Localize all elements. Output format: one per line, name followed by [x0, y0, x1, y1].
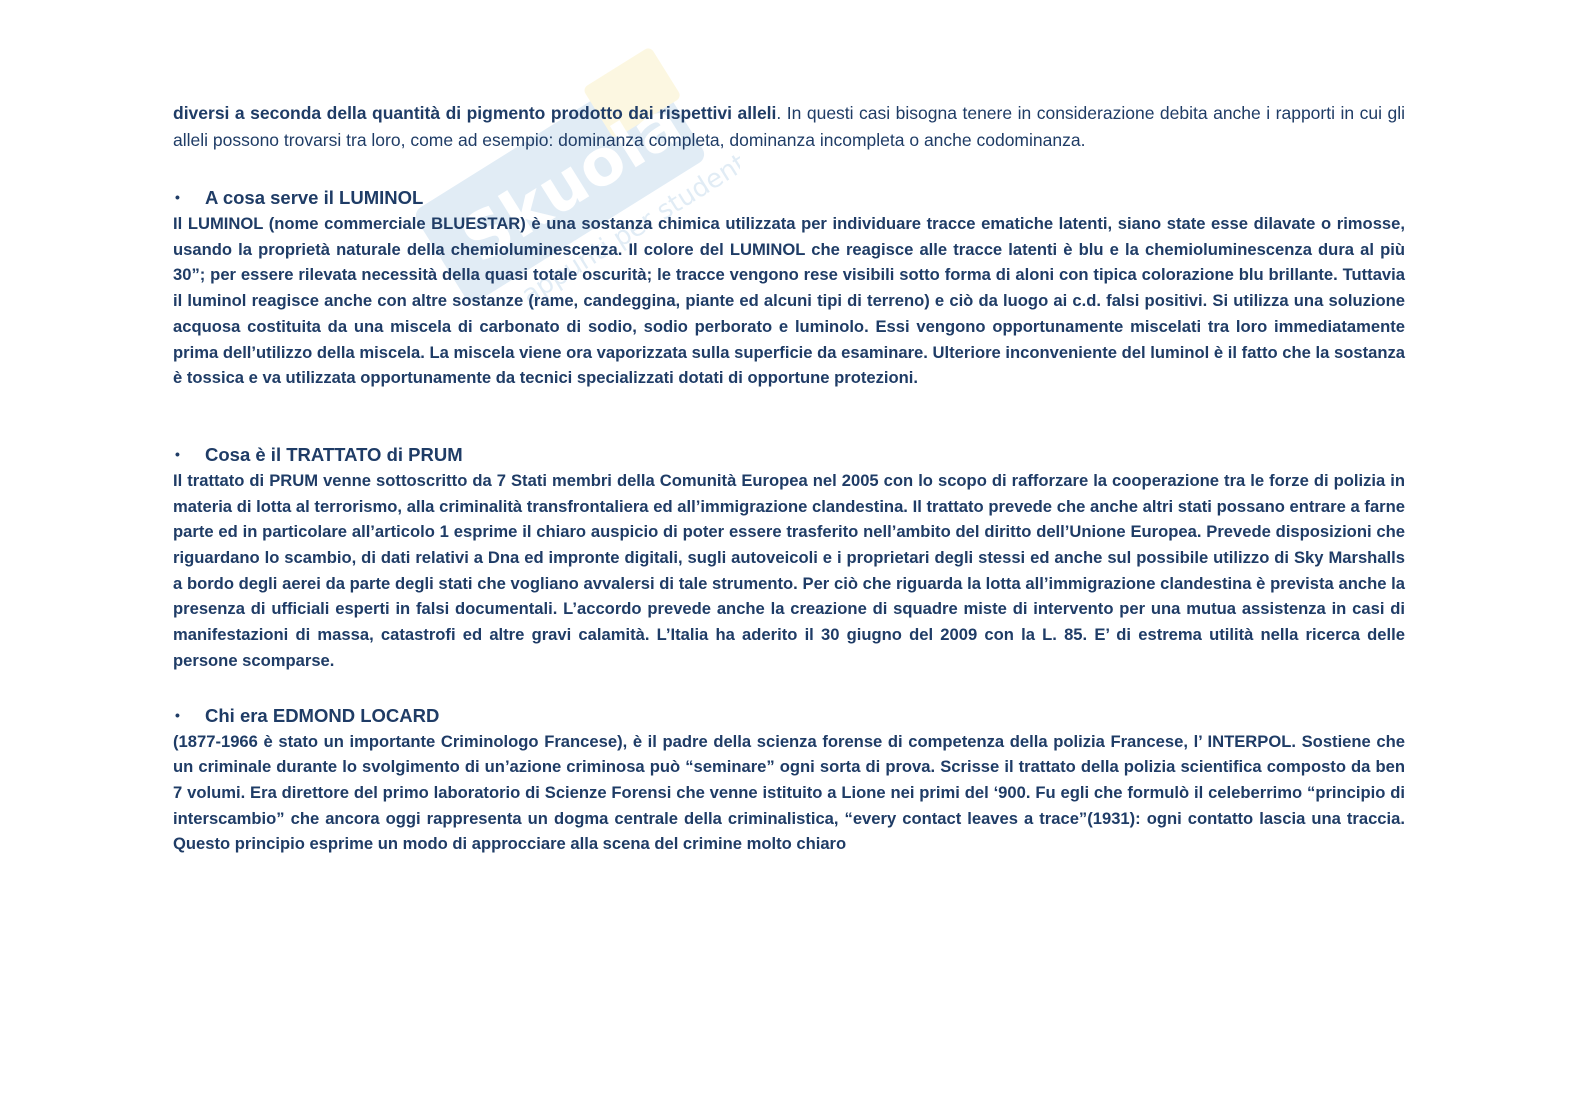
section-luminol: [173, 184, 1405, 391]
document-page: [173, 100, 1405, 857]
bullet-icon: •: [175, 189, 180, 205]
bullet-icon: •: [175, 706, 180, 723]
intro-paragraph: [173, 100, 1405, 154]
bullet-icon: •: [175, 445, 180, 462]
section-trattato-prum: [173, 441, 1405, 674]
section-edmond-locard: [173, 702, 1405, 858]
section-heading: [173, 702, 1405, 729]
section-heading: [173, 441, 1405, 468]
intro-bold-text: diversi a seconda della quantità di pigmento prodotto dai rispettivi alleli: [173, 103, 777, 123]
section-heading-text: A cosa serve il LUMINOL: [205, 187, 424, 208]
section-body: (1877-1966 è stato un importante Criminologo Francese), è il padre della scienza forense di competenza della polizia Francese, l’ INTERPOL. Sostiene che un criminale durante lo svolgimento di un’azione criminosa può “seminare” ogni sorta di prova. Scrisse il trattato della polizia scientifica composto da ben 7 volumi. Era direttore del primo laboratorio di Scienze Forensi che venne istituito a Lione nei primi del ‘900. Fu egli che formulò il celeberrimo “principio di interscambio” che ancora oggi rappresenta un dogma centrale della criminalistica, “every contact leaves a trace”(1931): ogni contatto lascia una traccia. Questo principio esprime un modo di approcciare alla scena del crimine molto chiaro: [173, 731, 1405, 854]
intro-normal-text: . In questi casi bisogna tenere in considerazione debita anche i rapporti in cui gli alleli possono trovarsi tra loro, come ad esempio: dominanza completa, dominanza incompleta o anche codominanza.: [173, 103, 1405, 150]
section-body: Il LUMINOL (nome commerciale BLUESTAR) è una sostanza chimica utilizzata per individuare tracce ematiche latenti, siano state esse dilavate o rimosse, usando la proprietà naturale della chemioluminescenza. Il colore del LUMINOL che reagisce alle tracce latenti è blu e la chemioluminescenza dura al più 30”; per essere rilevata necessità della quasi totale oscurità; le tracce vengono rese visibili sotto forma di aloni con tipica colorazione blu brillante. Tuttavia il luminol reagisce anche con altre sostanze (rame, candeggina, piante ed alcuni tipi di terreno) e ciò da luogo ai c.d. falsi positivi. Si utilizza una soluzione acquosa costituita da una miscela di carbonato di sodio, sodio perborato e luminolo. Essi vengono opportunamente miscelati tra loro immediatamente prima dell’utilizzo della miscela. La miscela viene ora vaporizzata sulla superficie da esaminare. Ulteriore inconveniente del luminol è il fatto che la sostanza è tossica e va utilizzata opportunamente da tecnici specializzati dotati di opportune protezioni.: [173, 214, 1405, 388]
section-body: Il trattato di PRUM venne sottoscritto da 7 Stati membri della Comunità Europea nel 2005 con lo scopo di rafforzare la cooperazione tra le forze di polizia in materia di lotta al terrorismo, alla criminalità transfrontaliera ed all’immigrazione clandestina. Il trattato prevede che anche altri stati possano entrare a farne parte ed in particolare all’articolo 1 esprime il chiaro auspicio di poter essere trasferito nell’ambito del diritto dell’Unione Europea. Prevede disposizioni che riguardano lo scambio, di dati relativi a Dna ed impronte digitali, sugli autoveicoli e i proprietari degli stessi ed anche sul possibile utilizzo di Sky Marshalls a bordo degli aerei da parte degli stati che vogliano avvalersi di tale strumento. Per ciò che riguarda la lotta all’immigrazione clandestina è prevista anche la presenza di ufficiali esperti in falsi documentali. L’accordo prevede anche la creazione di squadre miste di intervento per una mutua assistenza in casi di manifestazioni di massa, catastrofi ed altre gravi calamità. L’Italia ha aderito il 30 giugno del 2009 con la L. 85. E’ di estrema utilità nella ricerca delle persone scomparse.: [173, 470, 1405, 670]
watermark-brand-text: Skuola.net: [449, 20, 740, 279]
section-heading: [173, 184, 1405, 211]
watermark-tagline: appunti per studenti: [516, 144, 740, 311]
section-heading-text: Cosa è il TRATTATO di PRUM: [205, 443, 463, 465]
section-heading-text: Chi era EDMOND LOCARD: [205, 704, 440, 726]
